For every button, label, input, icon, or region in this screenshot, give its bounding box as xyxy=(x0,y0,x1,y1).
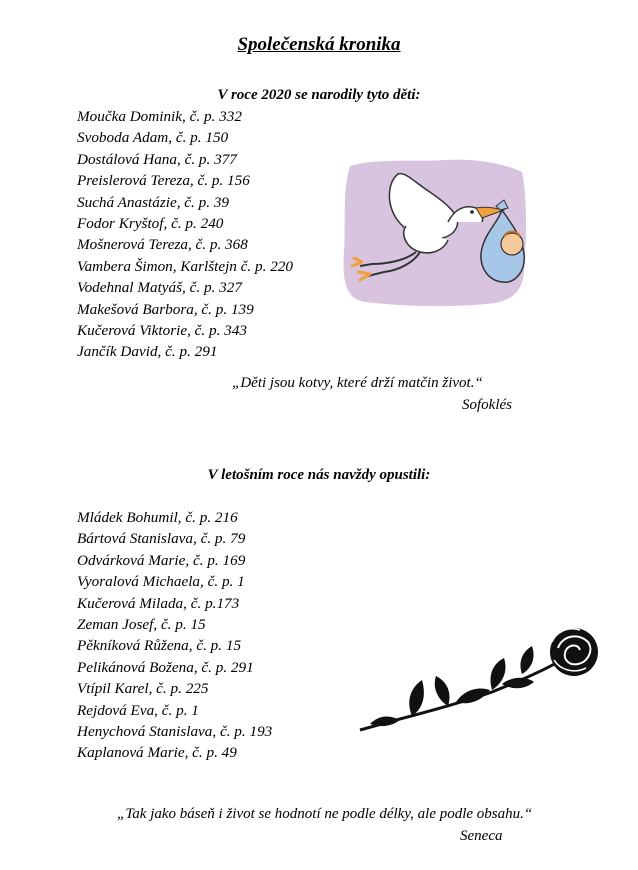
list-item: Vyoralová Michaela, č. p. 1 xyxy=(77,573,245,591)
list-item: Odvárková Marie, č. p. 169 xyxy=(77,551,246,569)
list-item: Moučka Dominik, č. p. 332 xyxy=(77,108,242,125)
list-item: Dostálová Hana, č. p. 377 xyxy=(77,150,237,168)
list-item: Bártová Stanislava, č. p. 79 xyxy=(77,530,246,548)
list-item: Preislerová Tereza, č. p. 156 xyxy=(77,172,250,190)
list-item: Makešová Barbora, č. p. 139 xyxy=(77,300,254,318)
rose-illustration xyxy=(352,618,606,736)
list-item: Suchá Anastázie, č. p. 39 xyxy=(77,193,230,211)
list-item: Jančík David, č. p. 291 xyxy=(77,343,218,361)
deaths-quote-author: Seneca xyxy=(460,828,503,844)
list-item: Kaplanová Marie, č. p. 49 xyxy=(77,744,237,762)
list-item: Kučerová Viktorie, č. p. 343 xyxy=(77,321,247,339)
list-item: Rejdová Eva, č. p. 1 xyxy=(77,701,199,719)
list-item: Pěkníková Růžena, č. p. 15 xyxy=(77,637,242,655)
deaths-quote: „Tak jako báseň i život se hodnotí ne podle délky, ale podle obsahu.“ xyxy=(117,806,533,822)
deaths-list xyxy=(77,507,272,764)
list-item: Vtípil Karel, č. p. 225 xyxy=(77,680,209,698)
list-item: Zeman Josef, č. p. 15 xyxy=(77,615,206,633)
list-item: Svoboda Adam, č. p. 150 xyxy=(77,129,229,147)
list-item: Mošnerová Tereza, č. p. 368 xyxy=(77,236,248,254)
births-quote-author: Sofoklés xyxy=(462,397,512,413)
list-item: Henychová Stanislava, č. p. 193 xyxy=(77,722,273,740)
births-list xyxy=(77,106,293,363)
births-quote: „Děti jsou kotvy, které drží matčin život.“ xyxy=(232,375,483,391)
list-item: Pelikánová Božena, č. p. 291 xyxy=(77,658,254,676)
list-item: Mládek Bohumil, č. p. 216 xyxy=(77,509,238,526)
births-heading: V roce 2020 se narodily tyto děti: xyxy=(217,87,421,103)
list-item: Vambera Šimon, Karlštejn č. p. 220 xyxy=(77,257,293,275)
list-item: Kučerová Milada, č. p.173 xyxy=(77,594,240,612)
list-item: Vodehnal Matyáš, č. p. 327 xyxy=(77,279,242,297)
stork-illustration xyxy=(336,152,530,310)
deaths-heading: V letošním roce nás navždy opustili: xyxy=(207,467,431,483)
list-item: Fodor Kryštof, č. p. 240 xyxy=(77,214,224,232)
page-title: Společenská kronika xyxy=(237,34,401,55)
